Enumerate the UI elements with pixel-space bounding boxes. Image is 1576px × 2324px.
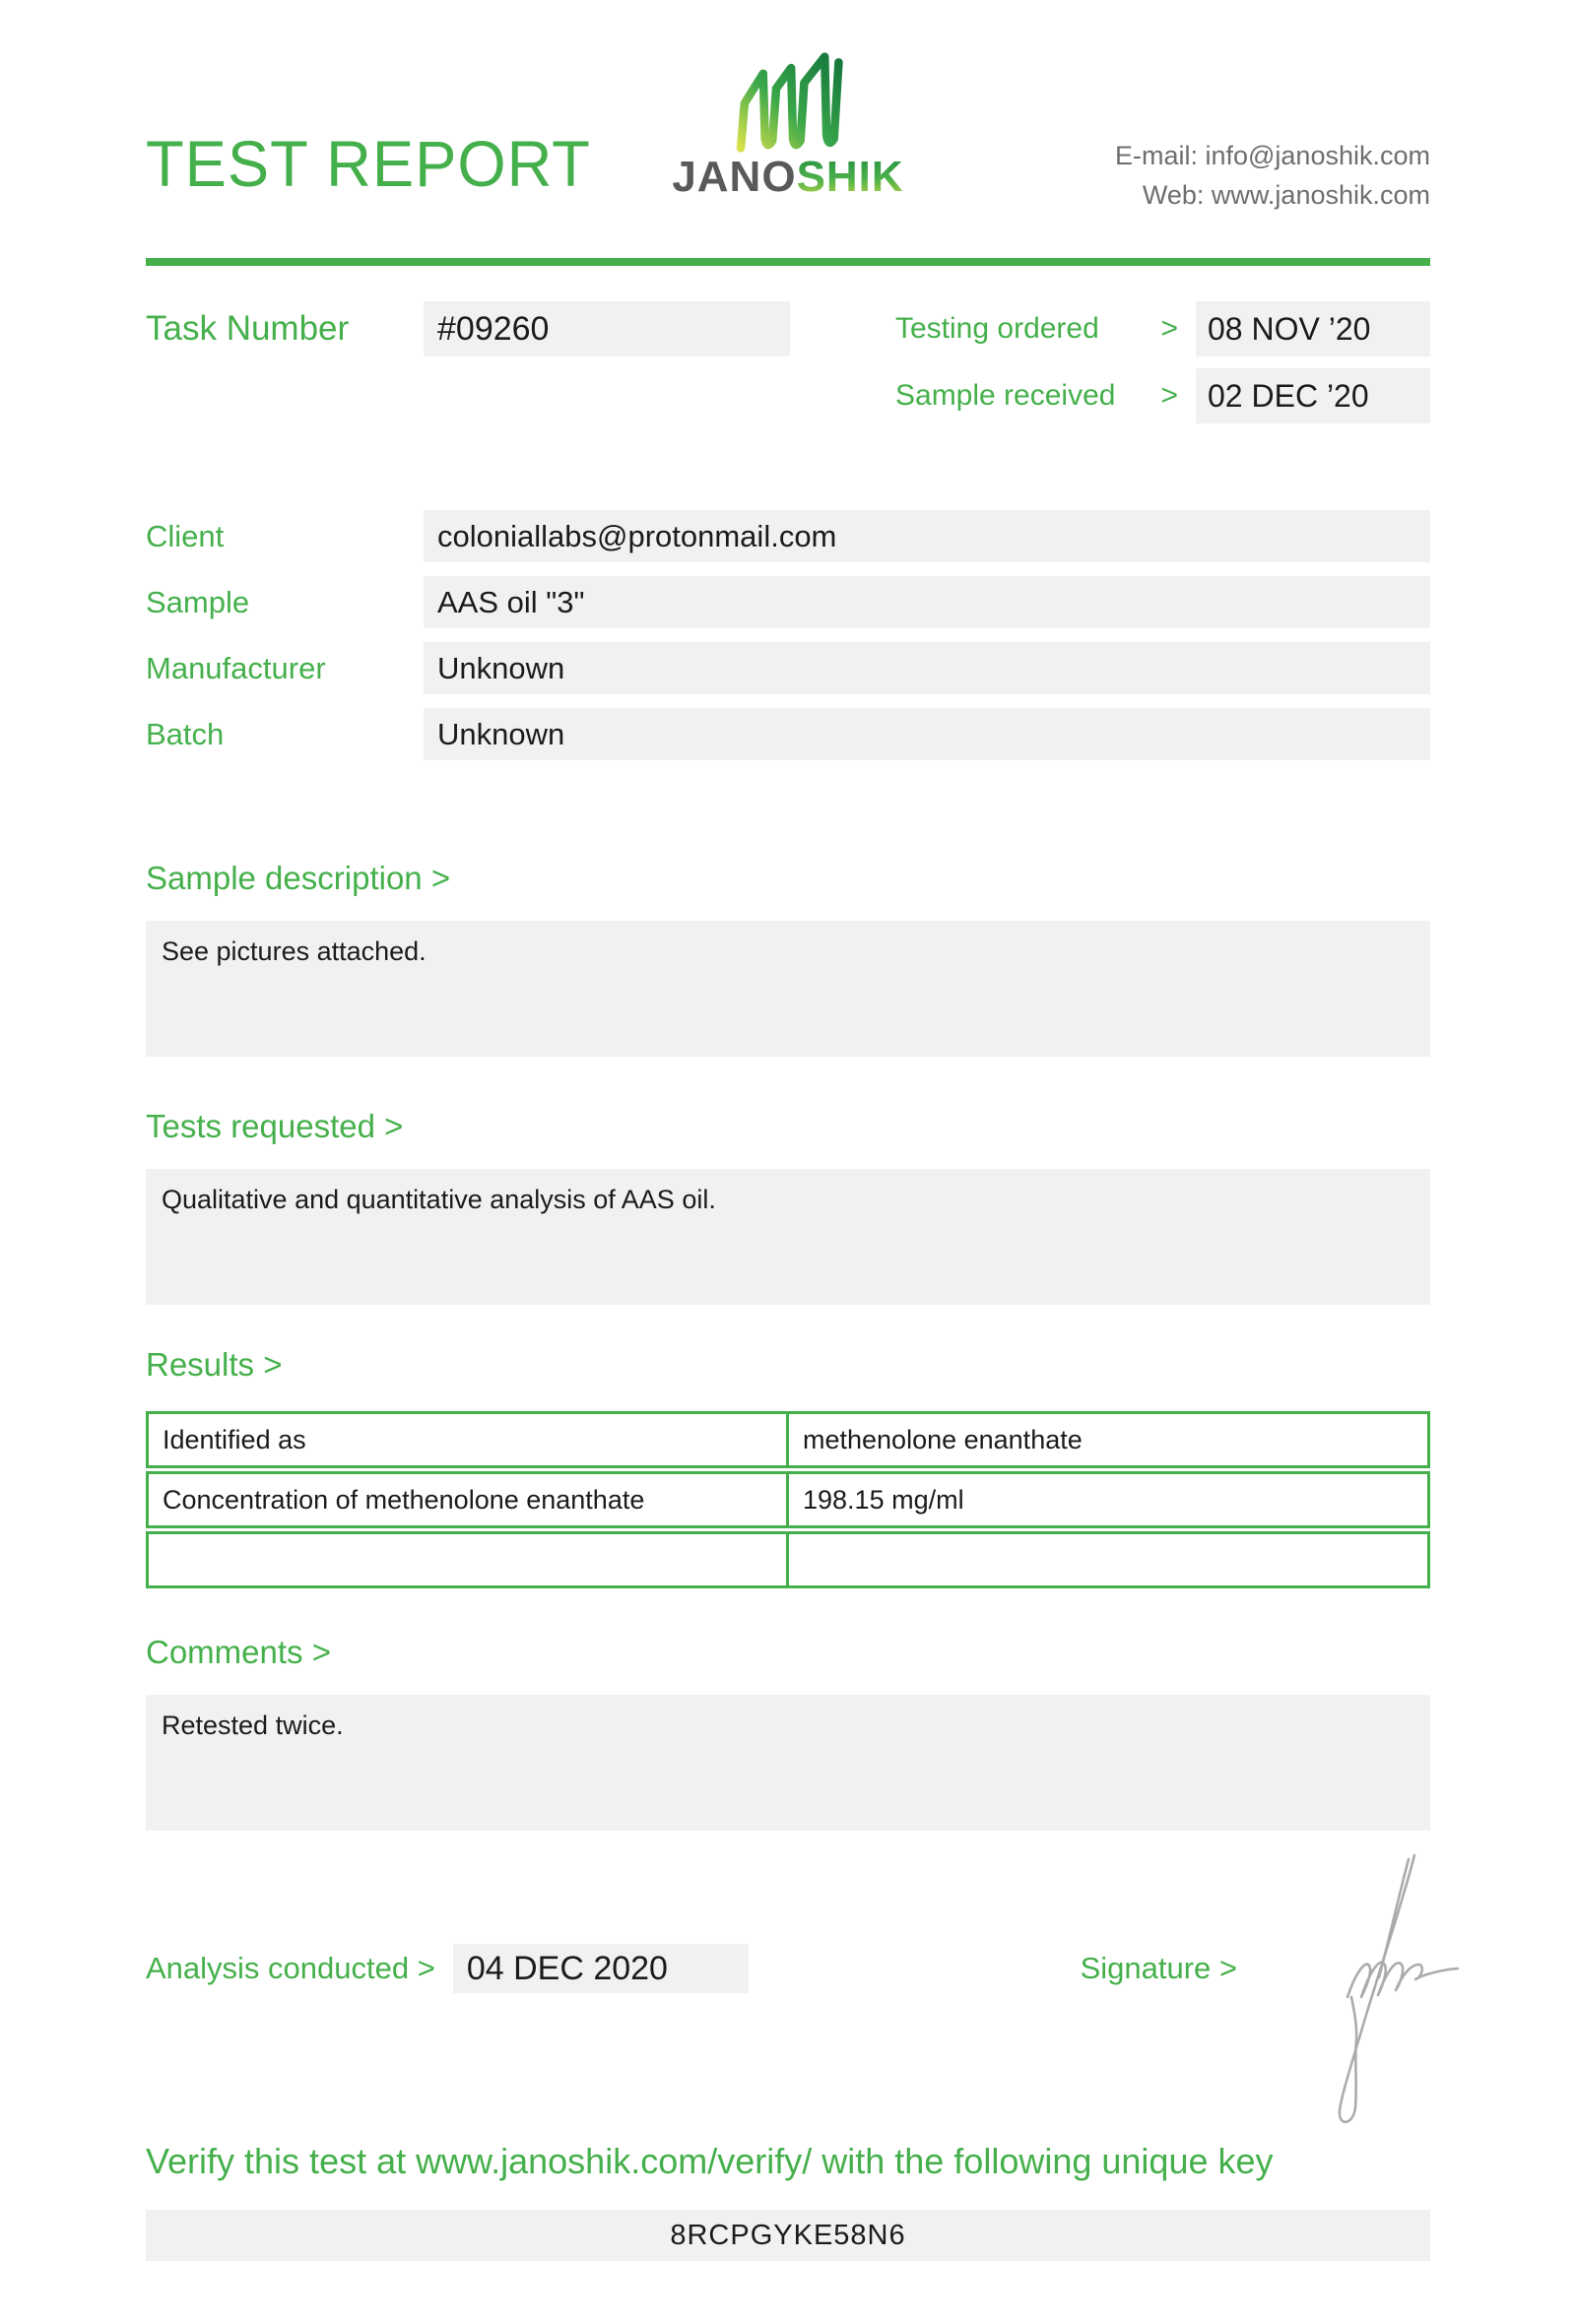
- manufacturer-value: Unknown: [424, 642, 1430, 694]
- results-heading: Results >: [146, 1346, 283, 1383]
- sample-description-body: See pictures attached.: [146, 921, 1430, 1057]
- sample-received-row: [895, 368, 1430, 423]
- testing-ordered-row: [895, 301, 1430, 356]
- analysis-conducted-label: Analysis conducted >: [146, 1951, 435, 1985]
- tests-requested-body: Qualitative and quantitative analysis of AAS oil.: [146, 1169, 1430, 1305]
- arrow-glyph: >: [1160, 379, 1178, 412]
- dates-block: [895, 301, 1430, 423]
- batch-value: Unknown: [424, 708, 1430, 760]
- results-table: [146, 1411, 1430, 1588]
- trend-chart-icon: [714, 51, 862, 156]
- contact-email: E-mail: info@janoshik.com: [1114, 141, 1430, 170]
- detail-row-sample: [146, 576, 1430, 628]
- unique-key-value: 8RCPGYKE58N6: [146, 2210, 1430, 2261]
- sample-description-heading: Sample description >: [146, 860, 451, 896]
- contact-info: [1115, 136, 1430, 215]
- batch-label: Batch: [146, 717, 225, 751]
- result-key: [149, 1534, 789, 1585]
- result-key: Identified as: [149, 1414, 789, 1465]
- task-number-label: Task Number: [146, 309, 350, 348]
- verify-instruction: Verify this test at www.janoshik.com/verify/ with the following unique key: [146, 2141, 1274, 2181]
- client-value: coloniallabs@protonmail.com: [424, 510, 1430, 562]
- testing-ordered-value: 08 NOV ’20: [1196, 301, 1430, 356]
- testing-ordered-text: Testing ordered: [895, 312, 1099, 345]
- sample-received-label: [895, 379, 1196, 413]
- signature-label: Signature >: [1080, 1951, 1237, 1985]
- sample-received-value: 02 DEC ’20: [1196, 368, 1430, 423]
- table-row: [146, 1531, 1430, 1588]
- result-value: 198.15 mg/ml: [803, 1485, 964, 1515]
- sample-value: AAS oil "3": [424, 576, 1430, 628]
- sample-received-text: Sample received: [895, 379, 1116, 412]
- comments-heading: Comments >: [146, 1634, 331, 1670]
- analysis-date-value: 04 DEC 2020: [453, 1944, 749, 1993]
- report-header: [146, 0, 1430, 258]
- comments-body: Retested twice.: [146, 1695, 1430, 1831]
- task-section: [146, 301, 1430, 423]
- task-number-value: #09260: [424, 301, 790, 356]
- analysis-signature-row: [146, 1944, 1430, 1993]
- sample-details: [146, 510, 1430, 760]
- signature-image: [1310, 1849, 1468, 2137]
- arrow-glyph: >: [1160, 312, 1178, 345]
- detail-row-client: [146, 510, 1430, 562]
- contact-web: Web: www.janoshik.com: [1142, 180, 1430, 210]
- page-title: TEST REPORT: [146, 127, 591, 200]
- client-label: Client: [146, 519, 225, 553]
- table-row: [146, 1411, 1430, 1468]
- table-row: [146, 1471, 1430, 1528]
- detail-row-manufacturer: [146, 642, 1430, 694]
- tests-requested-heading: Tests requested >: [146, 1108, 404, 1144]
- result-key: Concentration of methenolone enanthate: [149, 1474, 789, 1525]
- logo-text-jano: JANO: [672, 153, 797, 201]
- header-divider: [146, 258, 1430, 266]
- logo-text-shik: SHIK: [796, 153, 904, 201]
- testing-ordered-label: [895, 312, 1196, 346]
- manufacturer-label: Manufacturer: [146, 651, 326, 685]
- result-value: [789, 1534, 1427, 1585]
- sample-label: Sample: [146, 585, 250, 619]
- detail-row-batch: [146, 708, 1430, 760]
- logo-wordmark: [672, 153, 904, 201]
- janoshik-logo: [672, 51, 903, 199]
- result-value: methenolone enanthate: [803, 1425, 1083, 1454]
